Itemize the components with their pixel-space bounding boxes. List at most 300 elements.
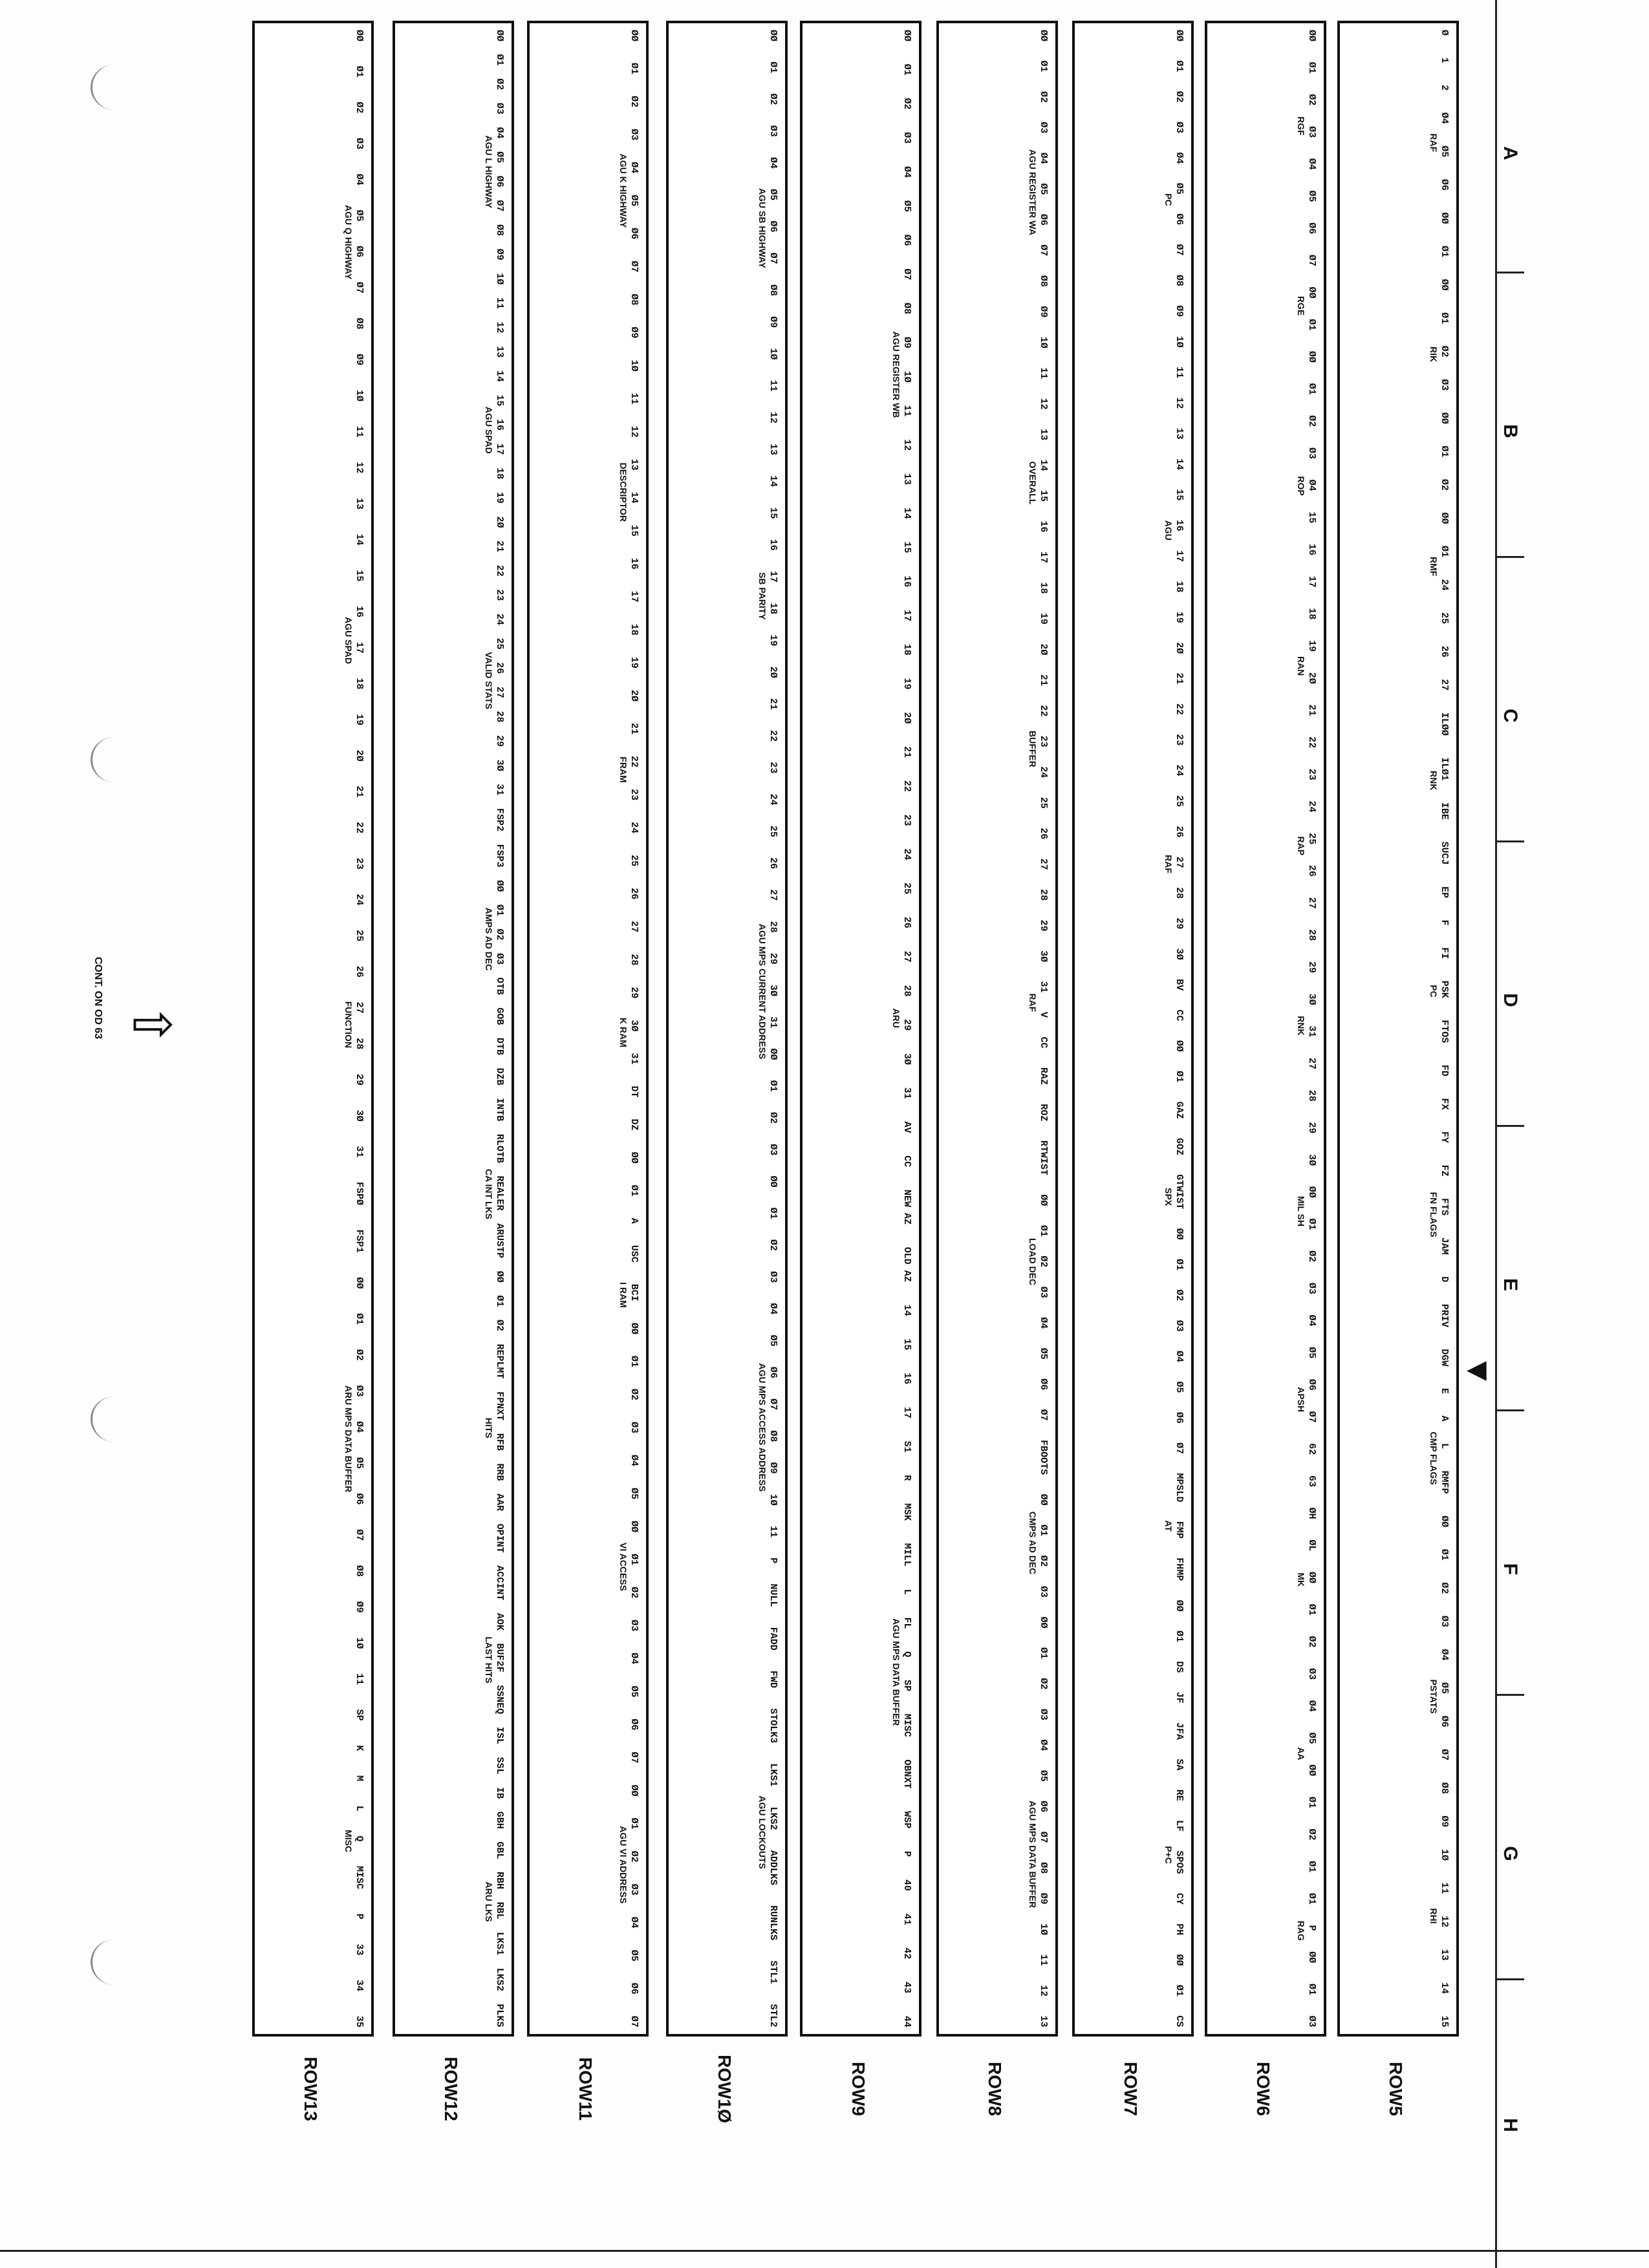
field-label: ROP: [1296, 476, 1306, 496]
indicator-lamp-label: Ø7: [494, 200, 505, 212]
indicator-lamp-label: 23: [494, 589, 505, 601]
indicator-lamp-label: 43: [901, 1982, 912, 1994]
indicator-strip: [1439, 30, 1450, 2027]
field-label: AT: [1163, 1520, 1174, 1532]
indicator-lamp-label: RFB: [494, 1433, 505, 1451]
indicator-lamp-label: 24: [354, 893, 365, 906]
indicator-strip: [629, 30, 640, 2027]
indicator-lamp-label: WSP: [901, 1811, 912, 1829]
indicator-lamp-label: PRIV: [1439, 1303, 1450, 1327]
indicator-lamp-label: ØØ: [1306, 1186, 1317, 1198]
indicator-lamp-label: PLKS: [494, 2004, 505, 2027]
indicator-lamp-label: FTS: [1439, 1198, 1450, 1216]
indicator-lamp-label: Ø6: [901, 234, 912, 246]
indicator-lamp-label: Ø4: [494, 127, 505, 139]
indicator-lamp-label: Ø5: [354, 209, 365, 222]
indicator-lamp-label: MISC: [901, 1713, 912, 1737]
indicator-lamp-label: 31: [629, 1053, 640, 1065]
indicator-lamp-label: 19: [494, 491, 505, 504]
indicator-lamp-label: 17: [768, 570, 779, 583]
indicator-lamp-label: Ø1: [354, 1313, 365, 1325]
indicator-lamp-label: DS: [1174, 1661, 1185, 1673]
indicator-lamp-label: Ø6: [768, 220, 779, 233]
indicator-lamp-label: Ø3: [1038, 1286, 1049, 1298]
indicator-lamp-label: 19: [1038, 612, 1049, 625]
indicator-lamp-label: Ø5: [1306, 1732, 1317, 1744]
indicator-lamp-label: 15: [1306, 511, 1317, 524]
indicator-lamp-label: 3Ø: [629, 1020, 640, 1032]
indicator-lamp-label: 11: [768, 1526, 779, 1538]
indicator-lamp-label: 25: [768, 825, 779, 837]
field-label: P+C: [1163, 1846, 1174, 1864]
indicator-lamp-label: DTB: [494, 1038, 505, 1056]
indicator-lamp-label: 26: [768, 857, 779, 870]
field-label: AGU: [1163, 520, 1174, 540]
indicator-lamp-label: ØØ: [629, 30, 640, 42]
indicator-lamp-label: S1: [901, 1440, 912, 1453]
indicator-lamp-label: MSK: [901, 1503, 912, 1521]
indicator-lamp-label: PH: [1174, 1923, 1185, 1936]
indicator-lamp-label: 13: [1038, 429, 1049, 441]
field-label: FN FLAGS: [1428, 1192, 1439, 1237]
indicator-lamp-label: 18: [901, 643, 912, 656]
indicator-lamp-label: 2Ø: [354, 749, 365, 762]
indicator-lamp-label: 27: [354, 1001, 365, 1014]
indicator-lamp-label: 17: [1306, 575, 1317, 588]
zone-letter: C: [1500, 709, 1521, 723]
field-label: RNK: [1296, 1016, 1306, 1036]
indicator-lamp-label: 21: [1306, 704, 1317, 716]
indicator-lamp-label: OTB: [494, 977, 505, 995]
indicator-lamp-label: 3Ø: [1174, 948, 1185, 960]
field-label: RAF: [1163, 855, 1174, 873]
indicator-lamp-label: K: [354, 1745, 365, 1751]
field-label: DESCRIPTOR: [618, 462, 629, 522]
indicator-lamp-label: 25: [1038, 797, 1049, 809]
indicator-lamp-label: MPSLD: [1174, 1473, 1185, 1503]
indicator-lamp-label: Ø3: [354, 1385, 365, 1397]
indicator-lamp-label: 3Ø: [494, 759, 505, 771]
indicator-lamp-label: Ø1: [768, 61, 779, 74]
indicator-lamp-label: RUNLKS: [768, 1905, 779, 1941]
indicator-lamp-label: 1Ø: [768, 348, 779, 360]
indicator-lamp-label: ØØ: [1174, 1228, 1185, 1240]
indicator-lamp-label: OBNXT: [901, 1759, 912, 1789]
indicator-lamp-label: Ø7: [1174, 244, 1185, 256]
indicator-lamp-label: Ø1: [1038, 1225, 1049, 1237]
indicator-lamp-label: Ø2: [1439, 478, 1450, 491]
indicator-lamp-label: FY: [1439, 1131, 1450, 1144]
field-label: AGU REGISTER WB: [891, 331, 901, 418]
indicator-lamp-label: Ø1: [1306, 1983, 1317, 1995]
indicator-lamp-label: 26: [494, 662, 505, 674]
indicator-lamp-label: Ø1: [354, 65, 365, 78]
indicator-lamp-label: Ø1: [1306, 1892, 1317, 1905]
indicator-lamp-label: 15: [494, 394, 505, 407]
indicator-lamp-label: 22: [1174, 703, 1185, 715]
indicator-lamp-label: DZB: [494, 1067, 505, 1086]
field-label: MK: [1296, 1572, 1306, 1587]
indicator-lamp-label: 18: [494, 467, 505, 480]
indicator-panel: [1337, 21, 1459, 2037]
indicator-lamp-label: L: [901, 1589, 912, 1595]
indicator-lamp-label: ØØ: [629, 1151, 640, 1164]
indicator-lamp-label: ØØ: [768, 30, 779, 42]
indicator-lamp-label: ØØ: [354, 1277, 365, 1289]
indicator-lamp-label: 23: [901, 814, 912, 826]
indicator-lamp-label: Ø7: [1038, 244, 1049, 257]
indicator-lamp-label: Ø3: [1306, 447, 1317, 459]
indicator-lamp-label: 14: [1038, 459, 1049, 471]
indicator-lamp-label: 21: [1174, 672, 1185, 685]
indicator-lamp-label: Ø2: [629, 1850, 640, 1863]
indicator-lamp-label: Ø2: [1439, 1582, 1450, 1594]
indicator-lamp-label: Ø1: [1439, 445, 1450, 458]
indicator-lamp-label: E: [1439, 1387, 1450, 1394]
indicator-lamp-label: 17: [629, 590, 640, 603]
indicator-lamp-label: 62: [1306, 1443, 1317, 1455]
indicator-lamp-label: 14: [1174, 458, 1185, 471]
field-labels: [891, 30, 901, 2027]
indicator-lamp-label: Ø9: [1038, 306, 1049, 318]
indicator-lamp-label: BV: [1174, 979, 1185, 991]
indicator-lamp-label: 14: [354, 533, 365, 546]
field-label: PC: [1163, 193, 1174, 206]
indicator-lamp-label: Ø1: [1439, 546, 1450, 558]
indicator-lamp-label: Ø8: [901, 303, 912, 315]
indicator-lamp-label: DZ: [629, 1118, 640, 1131]
indicator-lamp-label: NEW AZ: [901, 1190, 912, 1225]
indicator-lamp-label: ØØ: [1306, 1951, 1317, 1963]
indicator-lamp-label: ØØ: [494, 30, 505, 42]
indicator-lamp-label: FSP3: [494, 844, 505, 868]
indicator-lamp-label: 14: [494, 370, 505, 382]
indicator-lamp-label: 44: [901, 2015, 912, 2027]
indicator-strip: [1038, 30, 1049, 2027]
field-label: CA INT LKS: [484, 1168, 494, 1220]
indicator-lamp-label: 22: [901, 780, 912, 792]
indicator-lamp-label: ØØ: [1306, 286, 1317, 299]
indicator-lamp-label: 25: [629, 855, 640, 867]
indicator-lamp-label: 22: [494, 564, 505, 577]
indicator-lamp-label: USC: [629, 1245, 640, 1263]
indicator-panel: [527, 21, 649, 2037]
indicator-lamp-label: ØØ: [1439, 279, 1450, 291]
indicator-lamp-label: 26: [354, 965, 365, 978]
indicator-lamp-label: 16: [1174, 519, 1185, 531]
indicator-lamp-label: 12: [1174, 397, 1185, 409]
indicator-lamp-label: Ø4: [901, 166, 912, 178]
indicator-lamp-label: 15: [901, 541, 912, 553]
indicator-lamp-label: 3Ø: [1306, 993, 1317, 1005]
indicator-lamp-label: 11: [768, 380, 779, 392]
indicator-lamp-label: Ø6: [629, 228, 640, 240]
indicator-lamp-label: Ø6: [1038, 213, 1049, 226]
indicator-lamp-label: 13: [1174, 427, 1185, 440]
indicator-lamp-label: 28: [1038, 889, 1049, 901]
indicator-lamp-label: ACCINT: [494, 1565, 505, 1601]
indicator-lamp-label: 22: [629, 756, 640, 768]
indicator-lamp-label: 1Ø: [354, 1637, 365, 1649]
indicator-lamp-label: 29: [901, 1019, 912, 1031]
indicator-lamp-label: 31: [494, 784, 505, 796]
indicator-lamp-label: Ø9: [1038, 1892, 1049, 1905]
indicator-lamp-label: Ø1: [1306, 61, 1317, 74]
indicator-lamp-label: Ø1: [1038, 1647, 1049, 1659]
field-labels: [618, 30, 629, 2027]
indicator-lamp-label: ØØ: [1174, 1954, 1185, 1966]
indicator-lamp-label: 24: [1174, 764, 1185, 776]
indicator-lamp-label: Ø8: [768, 284, 779, 296]
indicator-lamp-label: Ø9: [629, 326, 640, 339]
indicator-lamp-label: GOB: [494, 1007, 505, 1025]
indicator-lamp-label: 17: [354, 641, 365, 654]
indicator-lamp-label: RE: [1174, 1789, 1185, 1801]
panel-content: [945, 30, 1049, 2027]
indicator-lamp-label: RRB: [494, 1463, 505, 1481]
indicator-lamp-label: 29: [354, 1073, 365, 1086]
indicator-lamp-label: 11: [1038, 1954, 1049, 1966]
indicator-lamp-label: 3Ø: [1306, 1154, 1317, 1166]
indicator-lamp-label: 23: [1038, 735, 1049, 747]
indicator-lamp-label: Ø5: [1174, 1381, 1185, 1393]
indicator-lamp-label: Ø2: [494, 928, 505, 941]
indicator-lamp-label: 19: [629, 656, 640, 669]
indicator-lamp-label: 21: [354, 786, 365, 798]
indicator-lamp-label: Ø1: [901, 63, 912, 76]
panel-content: [809, 30, 912, 2027]
indicator-lamp-label: Ø2: [1174, 91, 1185, 103]
indicator-lamp-label: Ø9: [768, 316, 779, 328]
indicator-lamp-label: 33: [354, 1943, 365, 1956]
indicator-lamp-label: Ø2: [354, 1349, 365, 1361]
indicator-lamp-label: 25: [1174, 795, 1185, 807]
indicator-lamp-label: 25: [1306, 833, 1317, 845]
indicator-lamp-label: 15: [768, 507, 779, 519]
indicator-lamp-label: Ø4: [629, 1455, 640, 1467]
indicator-lamp-label: Ø2: [1038, 91, 1049, 103]
field-label: RAF: [1428, 133, 1439, 153]
indicator-lamp-label: Ø3: [1038, 1708, 1049, 1720]
indicator-lamp-label: Ø5: [1174, 182, 1185, 195]
indicator-lamp-label: Ø5: [1439, 1682, 1450, 1695]
indicator-lamp-label: Ø8: [1038, 275, 1049, 287]
indicator-lamp-label: EP: [1439, 886, 1450, 899]
indicator-lamp-label: Ø5: [494, 151, 505, 164]
indicator-lamp-label: Ø9: [354, 354, 365, 366]
indicator-lamp-label: Ø1: [1306, 1796, 1317, 1808]
indicator-lamp-label: Ø4: [1306, 1700, 1317, 1712]
indicator-lamp-label: DT: [629, 1086, 640, 1098]
indicator-lamp-label: Ø6: [354, 246, 365, 258]
indicator-lamp-label: 16: [768, 539, 779, 551]
indicator-lamp-label: Ø8: [1439, 1782, 1450, 1794]
indicator-lamp-label: Ø2: [768, 93, 779, 105]
indicator-lamp-label: 1Ø: [768, 1493, 779, 1506]
indicator-lamp-label: 11: [354, 425, 365, 438]
indicator-lamp-label: STOLK3: [768, 1708, 779, 1744]
indicator-lamp-label: Ø7: [1306, 1411, 1317, 1423]
indicator-lamp-label: Ø5: [768, 189, 779, 201]
indicator-lamp-label: Ø5: [768, 1334, 779, 1347]
panel-content: [402, 30, 505, 2027]
indicator-lamp-label: 23: [354, 857, 365, 870]
indicator-lamp-label: 22: [768, 730, 779, 742]
field-label: AGU Q HIGHWAY: [343, 204, 354, 280]
indicator-lamp-label: ØØ: [494, 880, 505, 892]
indicator-lamp-label: Ø1: [768, 1207, 779, 1219]
indicator-lamp-label: ØØ: [629, 1322, 640, 1334]
indicator-lamp-label: Ø5: [1306, 1347, 1317, 1359]
field-label: RAG: [1296, 1920, 1306, 1941]
indicator-lamp-label: Ø7: [629, 261, 640, 273]
indicator-lamp-label: Ø8: [629, 294, 640, 306]
indicator-lamp-label: 14: [901, 1304, 912, 1316]
indicator-lamp-label: 27: [1306, 897, 1317, 909]
field-label: VALID STATS: [484, 652, 494, 710]
indicator-lamp-label: Ø1: [1038, 1524, 1049, 1537]
field-labels: [1163, 30, 1174, 2027]
indicator-lamp-label: REPLMT: [494, 1343, 505, 1379]
indicator-lamp-label: SSL: [494, 1757, 505, 1775]
field-label: ARU: [891, 1008, 901, 1028]
indicator-lamp-label: CC: [901, 1155, 912, 1168]
indicator-lamp-label: IB: [494, 1787, 505, 1799]
indicator-lamp-label: ILØØ: [1439, 712, 1450, 736]
indicator-lamp-label: GBH: [494, 1811, 505, 1829]
indicator-lamp-label: FSPØ: [354, 1182, 365, 1206]
row-name: ROW5: [1386, 2062, 1406, 2116]
field-label: RHI: [1428, 1908, 1439, 1924]
indicator-lamp-label: Ø3: [1306, 2015, 1317, 2027]
indicator-lamp-label: Ø3: [494, 953, 505, 965]
indicator-lamp-label: Ø2: [354, 102, 365, 114]
indicator-lamp-label: STL1: [768, 1960, 779, 1984]
indicator-lamp-label: ØØ: [1306, 1572, 1317, 1584]
indicator-lamp-label: 34: [354, 1980, 365, 1992]
indicator-lamp-label: NULL: [768, 1583, 779, 1607]
field-label: VI ACCESS: [618, 1543, 629, 1591]
indicator-lamp-label: Ø1: [494, 904, 505, 916]
indicator-lamp-label: Ø2: [901, 98, 912, 110]
indicator-lamp-label: 31: [901, 1087, 912, 1099]
indicator-lamp-label: 27: [1038, 858, 1049, 870]
indicator-lamp-label: Ø2: [629, 1587, 640, 1599]
indicator-lamp-label: Ø6: [629, 1718, 640, 1731]
indicator-lamp-label: ØØ: [1038, 1616, 1049, 1629]
indicator-lamp-label: Ø4: [354, 173, 365, 186]
indicator-lamp-label: Ø5: [629, 1949, 640, 1962]
indicator-lamp-label: 15: [629, 524, 640, 537]
field-label: CMP FLAGS: [1428, 1431, 1439, 1485]
indicator-lamp-label: 18: [629, 623, 640, 636]
indicator-lamp-label: 11: [901, 405, 912, 417]
indicator-lamp-label: SPOS: [1174, 1850, 1185, 1874]
indicator-lamp-label: 12: [1439, 1915, 1450, 1927]
indicator-lamp-label: Ø4: [768, 1303, 779, 1315]
indicator-lamp-label: Ø6: [1174, 1411, 1185, 1424]
field-label: AGU REGISTER WA: [1028, 149, 1038, 235]
panel-content: [1346, 30, 1450, 2027]
panel-content: [675, 30, 779, 2027]
indicator-lamp-label: Ø6: [1306, 1378, 1317, 1391]
field-label: LOAD DEC: [1028, 1237, 1038, 1286]
indicator-lamp-label: 31: [1306, 1025, 1317, 1038]
indicator-lamp-label: OLD AZ: [901, 1246, 912, 1282]
panel-content: [1214, 30, 1317, 2027]
indicator-lamp-label: L: [1439, 1443, 1450, 1450]
zone-tick: [1495, 556, 1524, 558]
indicator-lamp-label: ØØ: [768, 1175, 779, 1188]
indicator-lamp-label: Ø2: [494, 78, 505, 91]
indicator-lamp-label: LF: [1174, 1820, 1185, 1832]
indicator-lamp-label: 18: [1306, 608, 1317, 620]
indicator-lamp-label: 24: [629, 822, 640, 834]
indicator-lamp-label: Ø8: [1174, 274, 1185, 286]
indicator-lamp-label: L: [354, 1805, 365, 1812]
indicator-lamp-label: Ø7: [901, 268, 912, 281]
indicator-lamp-label: 19: [1174, 611, 1185, 623]
indicator-lamp-label: 2Ø: [629, 689, 640, 701]
field-label: HITS: [484, 1417, 494, 1439]
zone-tick: [1495, 1409, 1524, 1411]
indicator-lamp-label: 1Ø: [1038, 336, 1049, 348]
indicator-lamp-label: Ø1: [629, 1355, 640, 1367]
indicator-lamp-label: 26: [1306, 864, 1317, 877]
field-label: PC: [1428, 985, 1439, 998]
indicator-lamp-label: 11: [1174, 366, 1185, 378]
indicator-lamp-label: Ø3: [768, 1144, 779, 1156]
indicator-lamp-label: ØØ: [1038, 1493, 1049, 1506]
indicator-lamp-label: 18: [354, 678, 365, 690]
field-label: CMPS AD DEC: [1028, 1511, 1038, 1575]
zone-tick: [1495, 1978, 1524, 1980]
indicator-lamp-label: 12: [629, 425, 640, 438]
continuation-note: CONT. ON OD 63: [92, 957, 103, 1040]
indicator-lamp-label: CC: [1038, 1036, 1049, 1049]
indicator-lamp-label: ISL: [494, 1726, 505, 1744]
indicator-lamp-label: A: [1439, 1415, 1450, 1422]
indicator-lamp-label: 17: [901, 610, 912, 622]
indicator-lamp-label: Ø3: [768, 1271, 779, 1283]
indicator-lamp-label: 1Ø: [901, 370, 912, 383]
field-label: AGU MPS CURRENT ADDRESS: [757, 923, 768, 1060]
indicator-lamp-label: 13: [768, 444, 779, 456]
indicator-lamp-label: ADDLKS: [768, 1850, 779, 1885]
indicator-lamp-label: 12: [768, 411, 779, 423]
indicator-lamp-label: SA: [1174, 1759, 1185, 1771]
indicator-lamp-label: 12: [1038, 398, 1049, 410]
field-label: APSH: [1296, 1387, 1306, 1413]
indicator-lamp-label: 3Ø: [768, 985, 779, 997]
indicator-lamp-label: Ø6: [1439, 178, 1450, 191]
indicator-lamp-label: Ø1: [1439, 312, 1450, 325]
field-labels: [484, 30, 494, 2027]
indicator-lamp-label: Ø1: [1174, 1630, 1185, 1642]
indicator-lamp-label: 42: [901, 1947, 912, 1960]
indicator-lamp-label: ØØ: [629, 1784, 640, 1797]
indicator-lamp-label: A: [629, 1217, 640, 1224]
indicator-strip: [1306, 30, 1317, 2027]
zone-tick: [1495, 1125, 1524, 1127]
indicator-lamp-label: Ø1: [494, 1295, 505, 1307]
indicator-lamp-label: Ø7: [1174, 1442, 1185, 1455]
zone-arrow-icon: ◀: [1467, 1355, 1487, 1384]
indicator-lamp-label: Ø2: [1306, 94, 1317, 106]
indicator-lamp-label: FMP: [1174, 1521, 1185, 1539]
indicator-lamp-label: Ø5: [629, 1488, 640, 1500]
indicator-lamp-label: 29: [1174, 917, 1185, 930]
